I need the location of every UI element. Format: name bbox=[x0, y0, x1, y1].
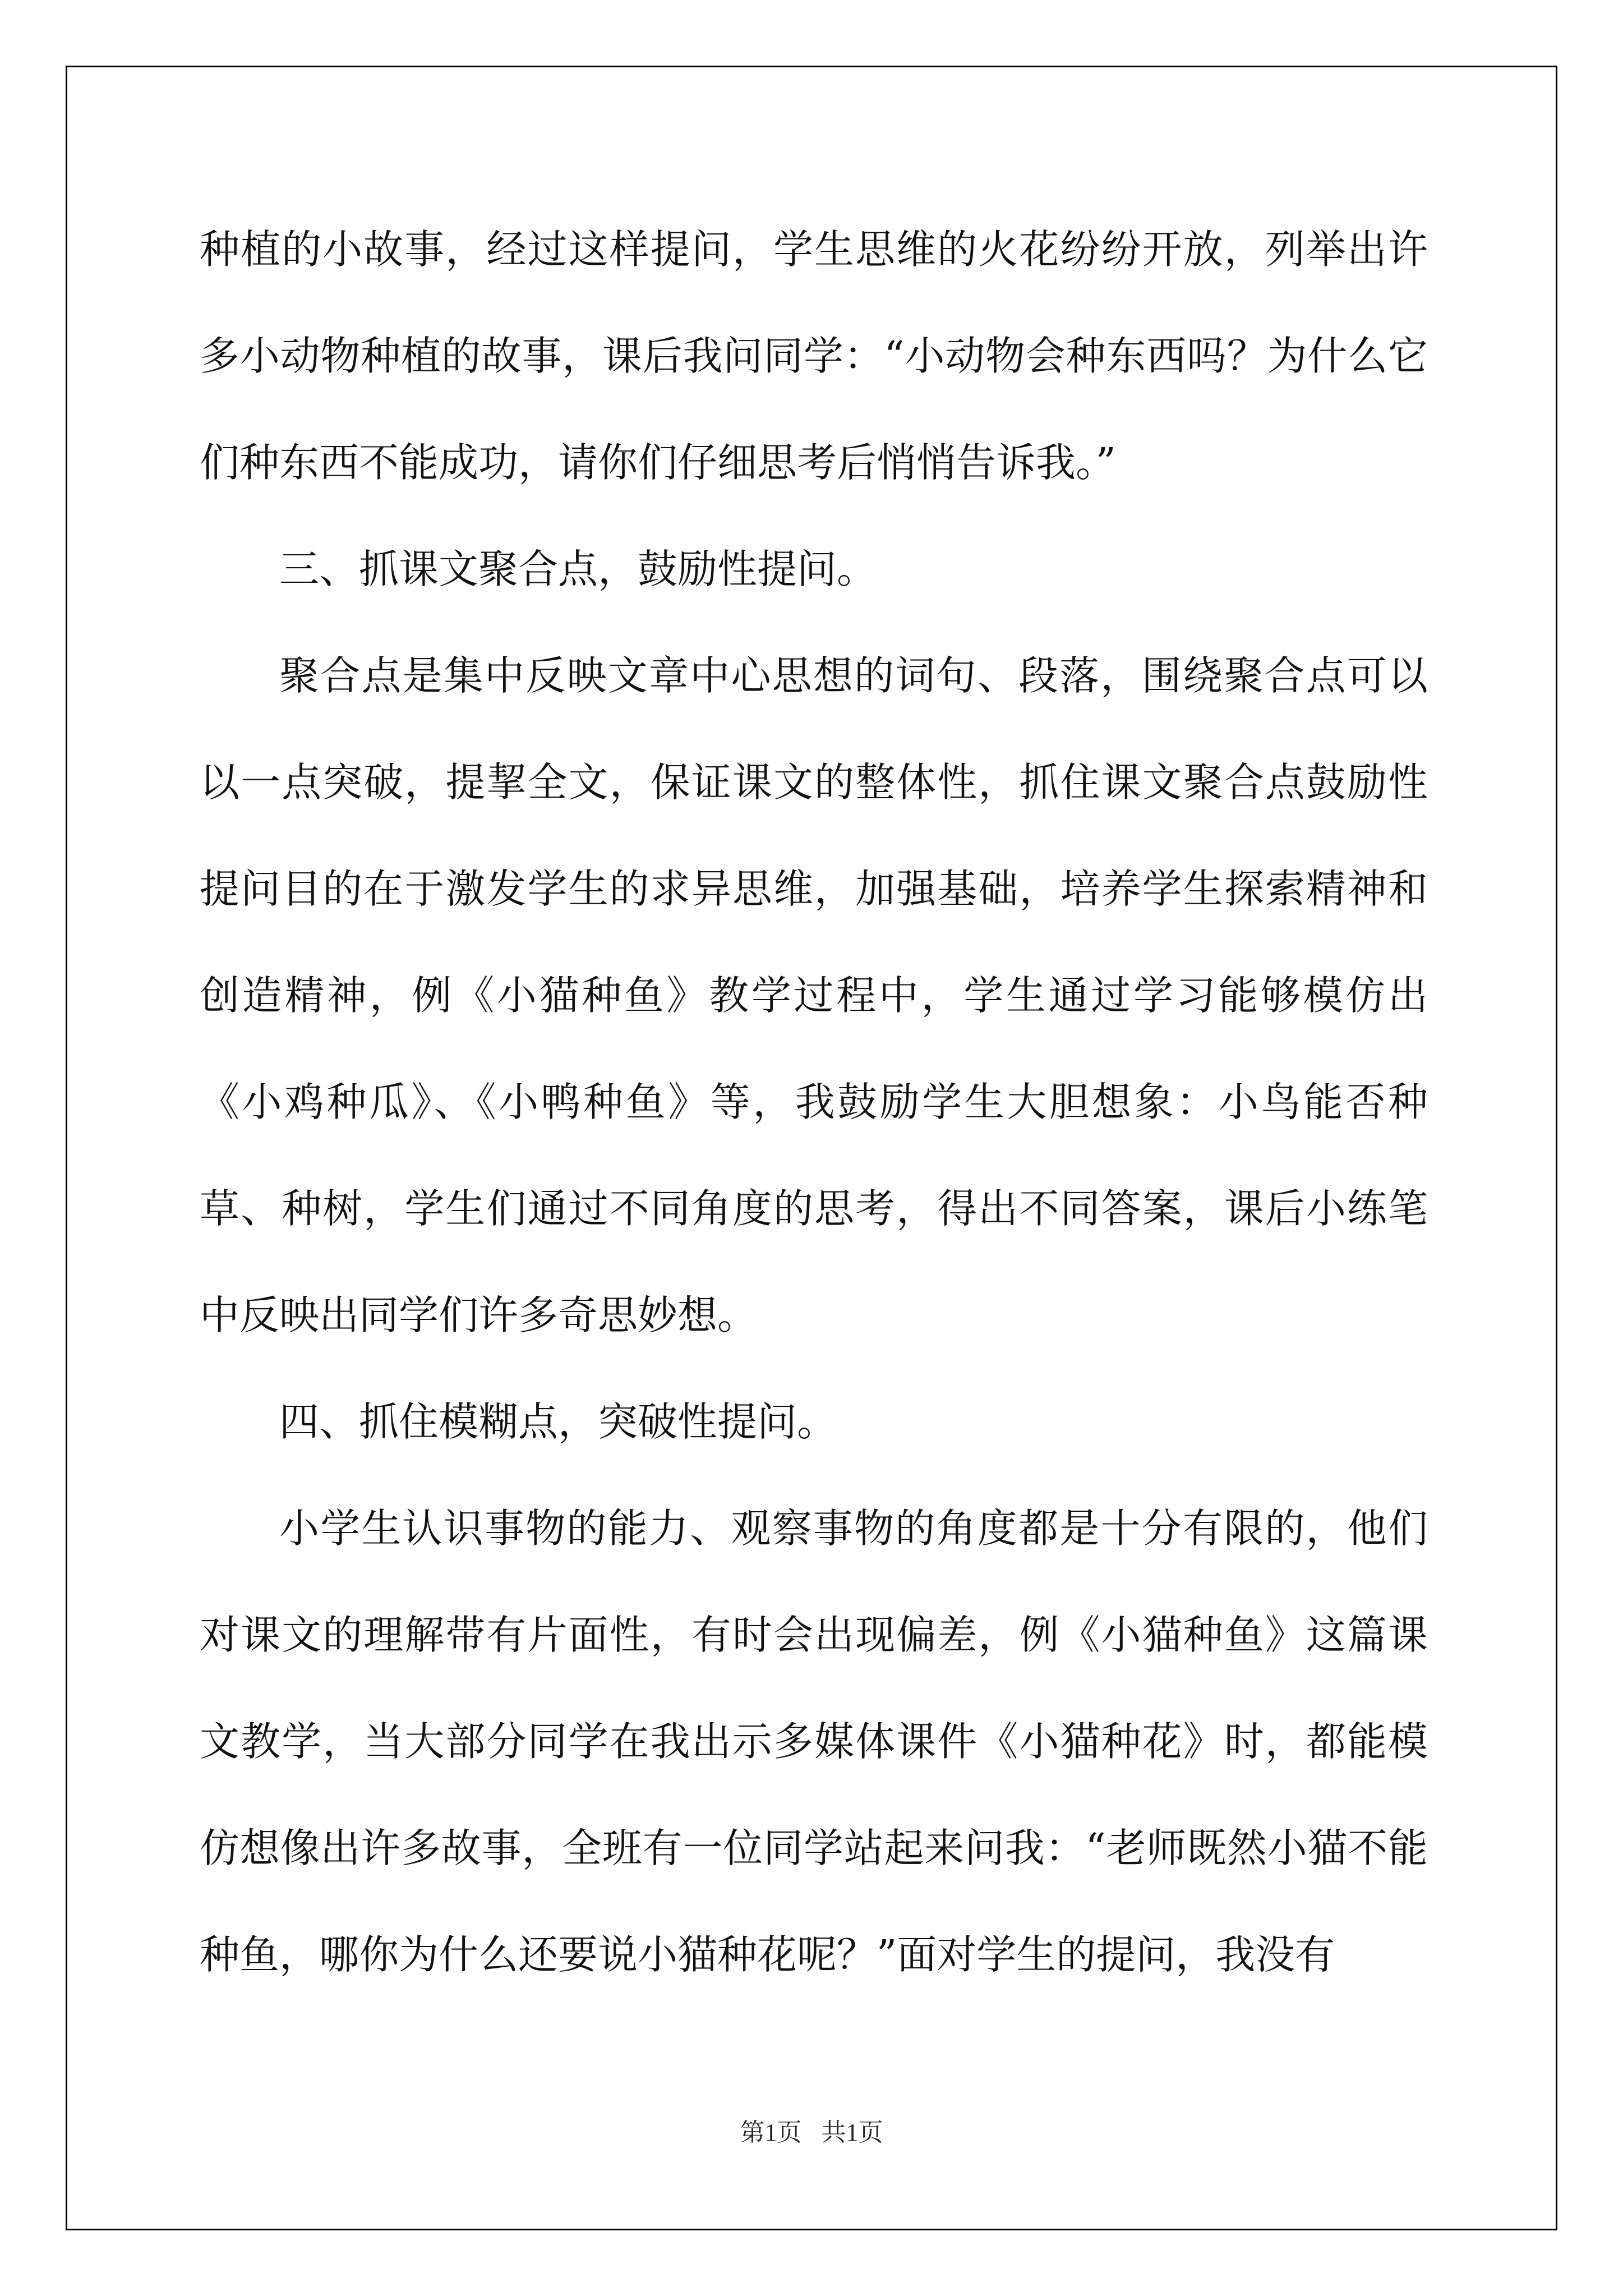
section-heading-4: 四、抓住模糊点，突破性提问。 bbox=[279, 1398, 837, 1445]
paragraph-body: 小学生认识事物的能力、观察事物的角度都是十分有限的，他们对课文的理解带有片面性，有时会出现偏差，例《小猫种鱼》这篇课文教学，当大部分同学在我出示多媒体课件《小猫种花》时，都能模仿想像出许多故事，全班有一位同学站起来问我：“老师既然小猫不能种鱼，哪你为什么还要说小猫种花呢？”面对学生的提问，我没有 bbox=[200, 1505, 1428, 1978]
page-number: 第1页 bbox=[740, 2119, 802, 2146]
document-body bbox=[200, 196, 1428, 2008]
section-heading-3: 三、抓课文聚合点，鼓励性提问。 bbox=[279, 546, 877, 592]
page-footer bbox=[0, 2116, 1623, 2150]
paragraph-body: 聚合点是集中反映文章中心思想的词句、段落，围绕聚合点可以以一点突破，提挈全文，保证课文的整体性，抓住课文聚合点鼓励性提问目的在于激发学生的求异思维，加强基础，培养学生探索精神和创造精神，例《小猫种鱼》教学过程中，学生通过学习能够模仿出《小鸡种瓜》、《小鸭种鱼》等，我鼓励学生大胆想象：小鸟能否种草、种树，学生们通过不同角度的思考，得出不同答案，课后小练笔中反映出同学们许多奇思妙想。 bbox=[200, 652, 1428, 1338]
paragraph-continuation: 种植的小故事，经过这样提问，学生思维的火花纷纷开放，列举出许多小动物种植的故事，课后我问同学：“小动物会种东西吗？为什么它们种东西不能成功，请你们仔细思考后悄悄告诉我。” bbox=[200, 226, 1428, 486]
page-total: 共1页 bbox=[821, 2119, 883, 2146]
